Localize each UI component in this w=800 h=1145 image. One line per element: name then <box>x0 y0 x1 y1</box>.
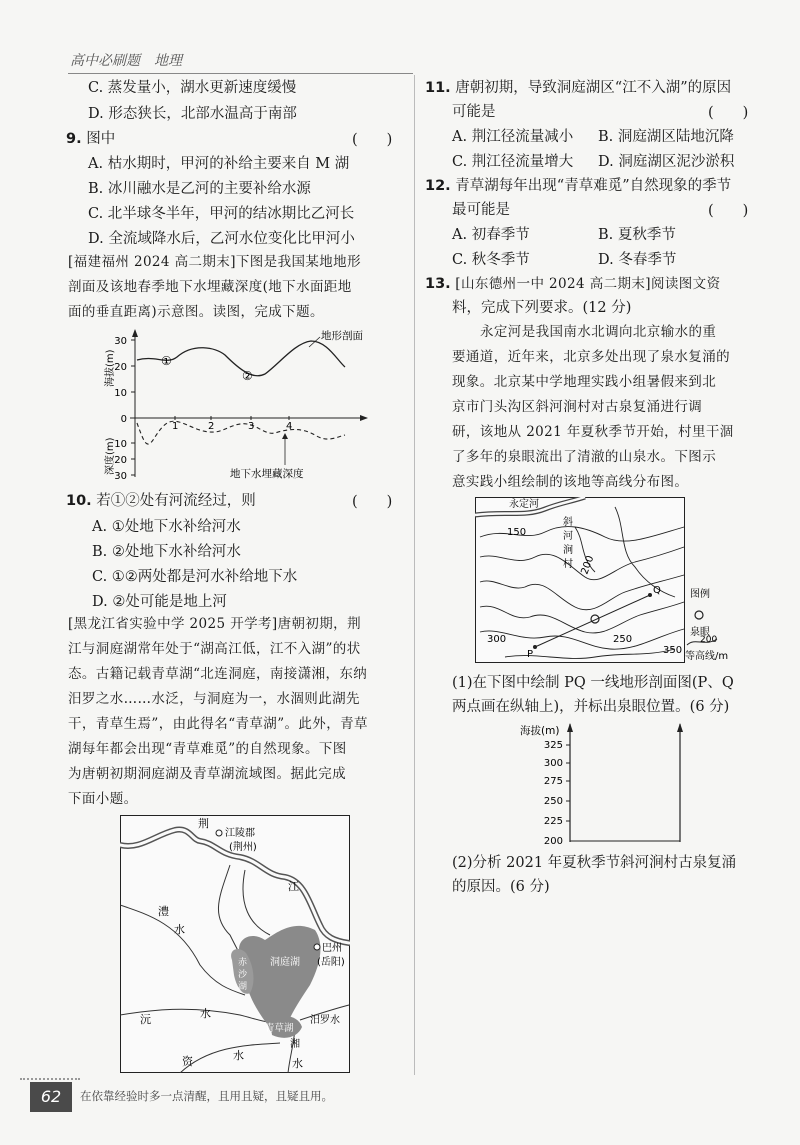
contour-map-frame <box>476 498 685 663</box>
label-xiang: 湘 <box>290 1039 300 1050</box>
water-table-line <box>137 421 345 444</box>
intro2-line-4: 汨罗之水……水泛，与洞庭为一，水涸则此湖先 <box>68 691 360 707</box>
terrain-profile-figure <box>75 325 375 485</box>
tick-label-d10: 10 <box>114 439 127 450</box>
sub2-line-2: 的原因。(6 分) <box>452 879 550 895</box>
marker-1: ① <box>161 354 172 368</box>
contour-200: 200 <box>579 554 597 577</box>
label-yongding: 永定河 <box>509 499 539 510</box>
tick-label-d30: 30 <box>114 471 127 482</box>
running-header: 高中必刷题 地理 <box>70 53 182 69</box>
sub2-line-1: (2)分析 2021 年夏秋季节斜河涧村古泉复涌 <box>452 855 737 871</box>
label-q: Q <box>653 585 661 596</box>
q12-option-d[interactable]: D. 冬春季节 <box>598 252 677 268</box>
q10-option-a[interactable]: A. ①处地下水补给河水 <box>92 519 241 535</box>
q11-option-a[interactable]: A. 荆江径流量减小 <box>452 129 574 145</box>
answer-tick-300: 300 <box>543 758 563 769</box>
q9-stem <box>66 128 115 150</box>
label-li-shui: 水 <box>174 923 185 936</box>
q11-stem-line2: 可能是 <box>452 104 496 120</box>
q13-number: 13. <box>425 276 451 292</box>
label-village-3: 涧 <box>563 545 573 556</box>
footer-dots <box>20 1078 80 1080</box>
x-tick-1: 1 <box>172 421 179 432</box>
passage-line-4: 京市门头沟区斜河涧村对古泉复涌进行调 <box>452 399 703 415</box>
column-divider <box>414 75 415 1075</box>
q8-option-c[interactable]: C. 蒸发量小，湖水更新速度缓慢 <box>88 80 297 96</box>
header-rule <box>68 73 413 74</box>
q10-stem-text: 若①②处有河流经过，则 <box>96 493 256 509</box>
page-number: 62 <box>30 1082 72 1112</box>
q12-option-a[interactable]: A. 初春季节 <box>452 227 530 243</box>
answer-tick-225: 225 <box>543 816 563 827</box>
q11-stem-text: 唐朝初期，导致洞庭湖区“江不入湖”的原因 <box>455 80 732 96</box>
q12-stem-text: 青草湖每年出现“青草难觅”自然现象的季节 <box>455 178 732 194</box>
q12-stem-line2: 最可能是 <box>452 202 510 218</box>
q10-answer-paren[interactable]: ( ) <box>352 494 393 510</box>
label-jiangling: 江陵郡 <box>225 828 255 839</box>
label-yuan: 沅 <box>140 1013 151 1026</box>
contour-150: 150 <box>507 527 527 538</box>
passage-line-2: 要通道，近年来，北京多处出现了泉水复涌的 <box>452 349 730 365</box>
legend-title: 图例 <box>690 589 710 600</box>
q12-option-c[interactable]: C. 秋冬季节 <box>452 252 530 268</box>
label-yueyang: (岳阳) <box>317 957 345 968</box>
label-sha: 沙 <box>238 970 248 980</box>
footer-motto: 在依靠经验时多一点清醒，且用且疑，且疑且用。 <box>80 1089 333 1103</box>
label-xiang-shui: 水 <box>292 1057 303 1070</box>
q9-answer-paren[interactable]: ( ) <box>352 132 393 148</box>
answer-profile-grid[interactable] <box>505 720 695 845</box>
q12-number: 12. <box>425 178 451 194</box>
answer-tick-325: 325 <box>543 740 563 751</box>
legend-contour: 等高线/m <box>685 651 729 662</box>
passage-line-1: 永定河是我国南水北调向北京输水的重 <box>480 324 717 340</box>
q13-stem-text: [山东德州一中 2024 高二期末]阅读图文资 <box>455 276 721 292</box>
label-miluo: 汨罗水 <box>310 1015 340 1026</box>
q9-number: 9. <box>66 131 82 147</box>
q10-stem <box>66 490 256 512</box>
label-qingcaohu: 青草湖 <box>265 1023 294 1034</box>
passage-line-3: 现象。北京某中学地理实践小组暑假来到北 <box>452 374 717 390</box>
label-zi: 资 <box>182 1055 193 1068</box>
q11-answer-paren[interactable]: ( ) <box>708 105 749 121</box>
x-tick-3: 3 <box>248 421 255 432</box>
q9-option-b[interactable]: B. 冰川融水是乙河的主要补给水源 <box>88 181 311 197</box>
sub1-line-2: 两点画在纵轴上)，并标出泉眼位置。(6 分) <box>452 699 730 715</box>
label-bazhou: 巴州 <box>322 943 342 954</box>
profile-y-arrow <box>132 329 138 337</box>
water-table-label: 地下水埋藏深度 <box>230 468 304 480</box>
answer-y-label: 海拔(m) <box>520 725 560 737</box>
label-hu: 湖 <box>238 982 248 992</box>
profile-y-label-top: 海拔(m) <box>105 349 116 387</box>
q11-option-c[interactable]: C. 荆江径流量增大 <box>452 154 574 170</box>
x-tick-4: 4 <box>286 421 293 432</box>
marker-2: ② <box>242 369 253 383</box>
legend-200: 200 <box>700 635 718 645</box>
label-village-4: 村 <box>563 559 573 570</box>
q10-number: 10. <box>66 493 92 509</box>
profile-y-label-bottom: 深度(m) <box>105 437 116 475</box>
q9-stem-text: 图中 <box>86 131 116 147</box>
intro2-line-2: 江与洞庭湖常年处于“湖高江低，江不入湖”的状 <box>68 641 361 657</box>
intro1-line-3: 面的垂直距离)示意图。读图，完成下题。 <box>68 304 324 320</box>
q9-option-d[interactable]: D. 全流域降水后，乙河水位变化比甲河小 <box>88 231 355 247</box>
contour-map <box>475 497 775 665</box>
q10-option-c[interactable]: C. ①②两处都是河水补给地下水 <box>92 569 298 585</box>
sub1-line-1: (1)在下图中绘制 PQ 一线地形剖面图(P、Q <box>452 675 734 691</box>
label-li: 澧 <box>158 905 169 918</box>
q9-option-a[interactable]: A. 枯水期时，甲河的补给主要来自 M 湖 <box>88 156 350 172</box>
q12-stem <box>425 175 731 197</box>
q11-number: 11. <box>425 80 451 96</box>
contour-300: 300 <box>487 634 507 645</box>
intro2-line-7: 为唐朝初期洞庭湖及青草湖流域图。据此完成 <box>68 766 346 782</box>
tick-label-20: 20 <box>114 362 127 373</box>
tick-label-10: 10 <box>114 388 127 399</box>
answer-tick-250: 250 <box>543 796 563 807</box>
dongting-map <box>120 815 350 1073</box>
q12-option-b[interactable]: B. 夏秋季节 <box>598 227 676 243</box>
tick-label-30: 30 <box>114 336 127 347</box>
label-zi-shui: 水 <box>233 1049 244 1062</box>
answer-tick-200: 200 <box>543 836 563 845</box>
intro1-line-1: [福建福州 2024 高二期末]下图是我国某地地形 <box>68 254 361 270</box>
x-tick-2: 2 <box>208 421 215 432</box>
terrain-profile-label: 地形剖面 <box>321 330 363 342</box>
intro2-line-3: 态。古籍记载青草湖“北连洞庭，南接潇湘，东纳 <box>68 666 368 682</box>
legend-spring: 泉眼 <box>690 627 710 638</box>
q8-option-d[interactable]: D. 形态狭长，北部水温高于南部 <box>88 106 297 122</box>
q11-stem <box>425 77 731 99</box>
answer-tick-275: 275 <box>543 776 563 787</box>
label-jingzhou: (荆州) <box>229 842 257 853</box>
passage-line-5: 研，该地从 2021 年夏秋季节开始，村里干涸 <box>452 424 734 440</box>
tick-label-d20: 20 <box>114 455 127 466</box>
q9-option-c[interactable]: C. 北半球冬半年，甲河的结冰期比乙河长 <box>88 206 355 222</box>
intro2-line-5: 干，青草生焉”，由此得名“青草湖”。此外，青草 <box>68 716 368 732</box>
q12-answer-paren[interactable]: ( ) <box>708 203 749 219</box>
intro2-line-1: [黑龙江省实验中学 2025 开学考]唐朝初期，荆 <box>68 616 361 632</box>
label-chi: 赤 <box>238 958 248 968</box>
contour-250: 250 <box>613 634 633 645</box>
label-p: P <box>527 649 534 660</box>
passage-line-7: 意实践小组绘制的该地等高线分布图。 <box>452 474 689 490</box>
label-jiang: 江 <box>288 880 299 893</box>
q13-stem <box>425 273 720 295</box>
label-village-1: 斜 <box>563 517 573 528</box>
q10-option-b[interactable]: B. ②处地下水补给河水 <box>92 544 241 560</box>
passage-line-6: 了多年的泉眼流出了清澈的山泉水。下图示 <box>452 449 717 465</box>
label-yuan-shui: 水 <box>200 1007 211 1020</box>
q13-stem-line2: 料，完成下列要求。(12 分) <box>452 300 632 316</box>
label-dongtinghu: 洞庭湖 <box>270 957 300 968</box>
label-village-2: 河 <box>563 531 573 542</box>
q10-option-d[interactable]: D. ②处可能是地上河 <box>92 594 227 610</box>
q11-option-b[interactable]: B. 洞庭湖区陆地沉降 <box>598 129 734 145</box>
contour-350: 350 <box>663 645 683 656</box>
intro1-line-2: 剖面及该地春季地下水埋藏深度(地下水面距地 <box>68 279 352 295</box>
q11-option-d[interactable]: D. 洞庭湖区泥沙淤积 <box>598 154 735 170</box>
tick-label-0: 0 <box>120 414 127 425</box>
profile-x-arrow <box>360 415 368 421</box>
label-jing: 荆 <box>198 817 209 830</box>
intro2-line-8: 下面小题。 <box>68 791 138 807</box>
intro2-line-6: 湖每年都会出现“青草难觅”的自然现象。下图 <box>68 741 347 757</box>
